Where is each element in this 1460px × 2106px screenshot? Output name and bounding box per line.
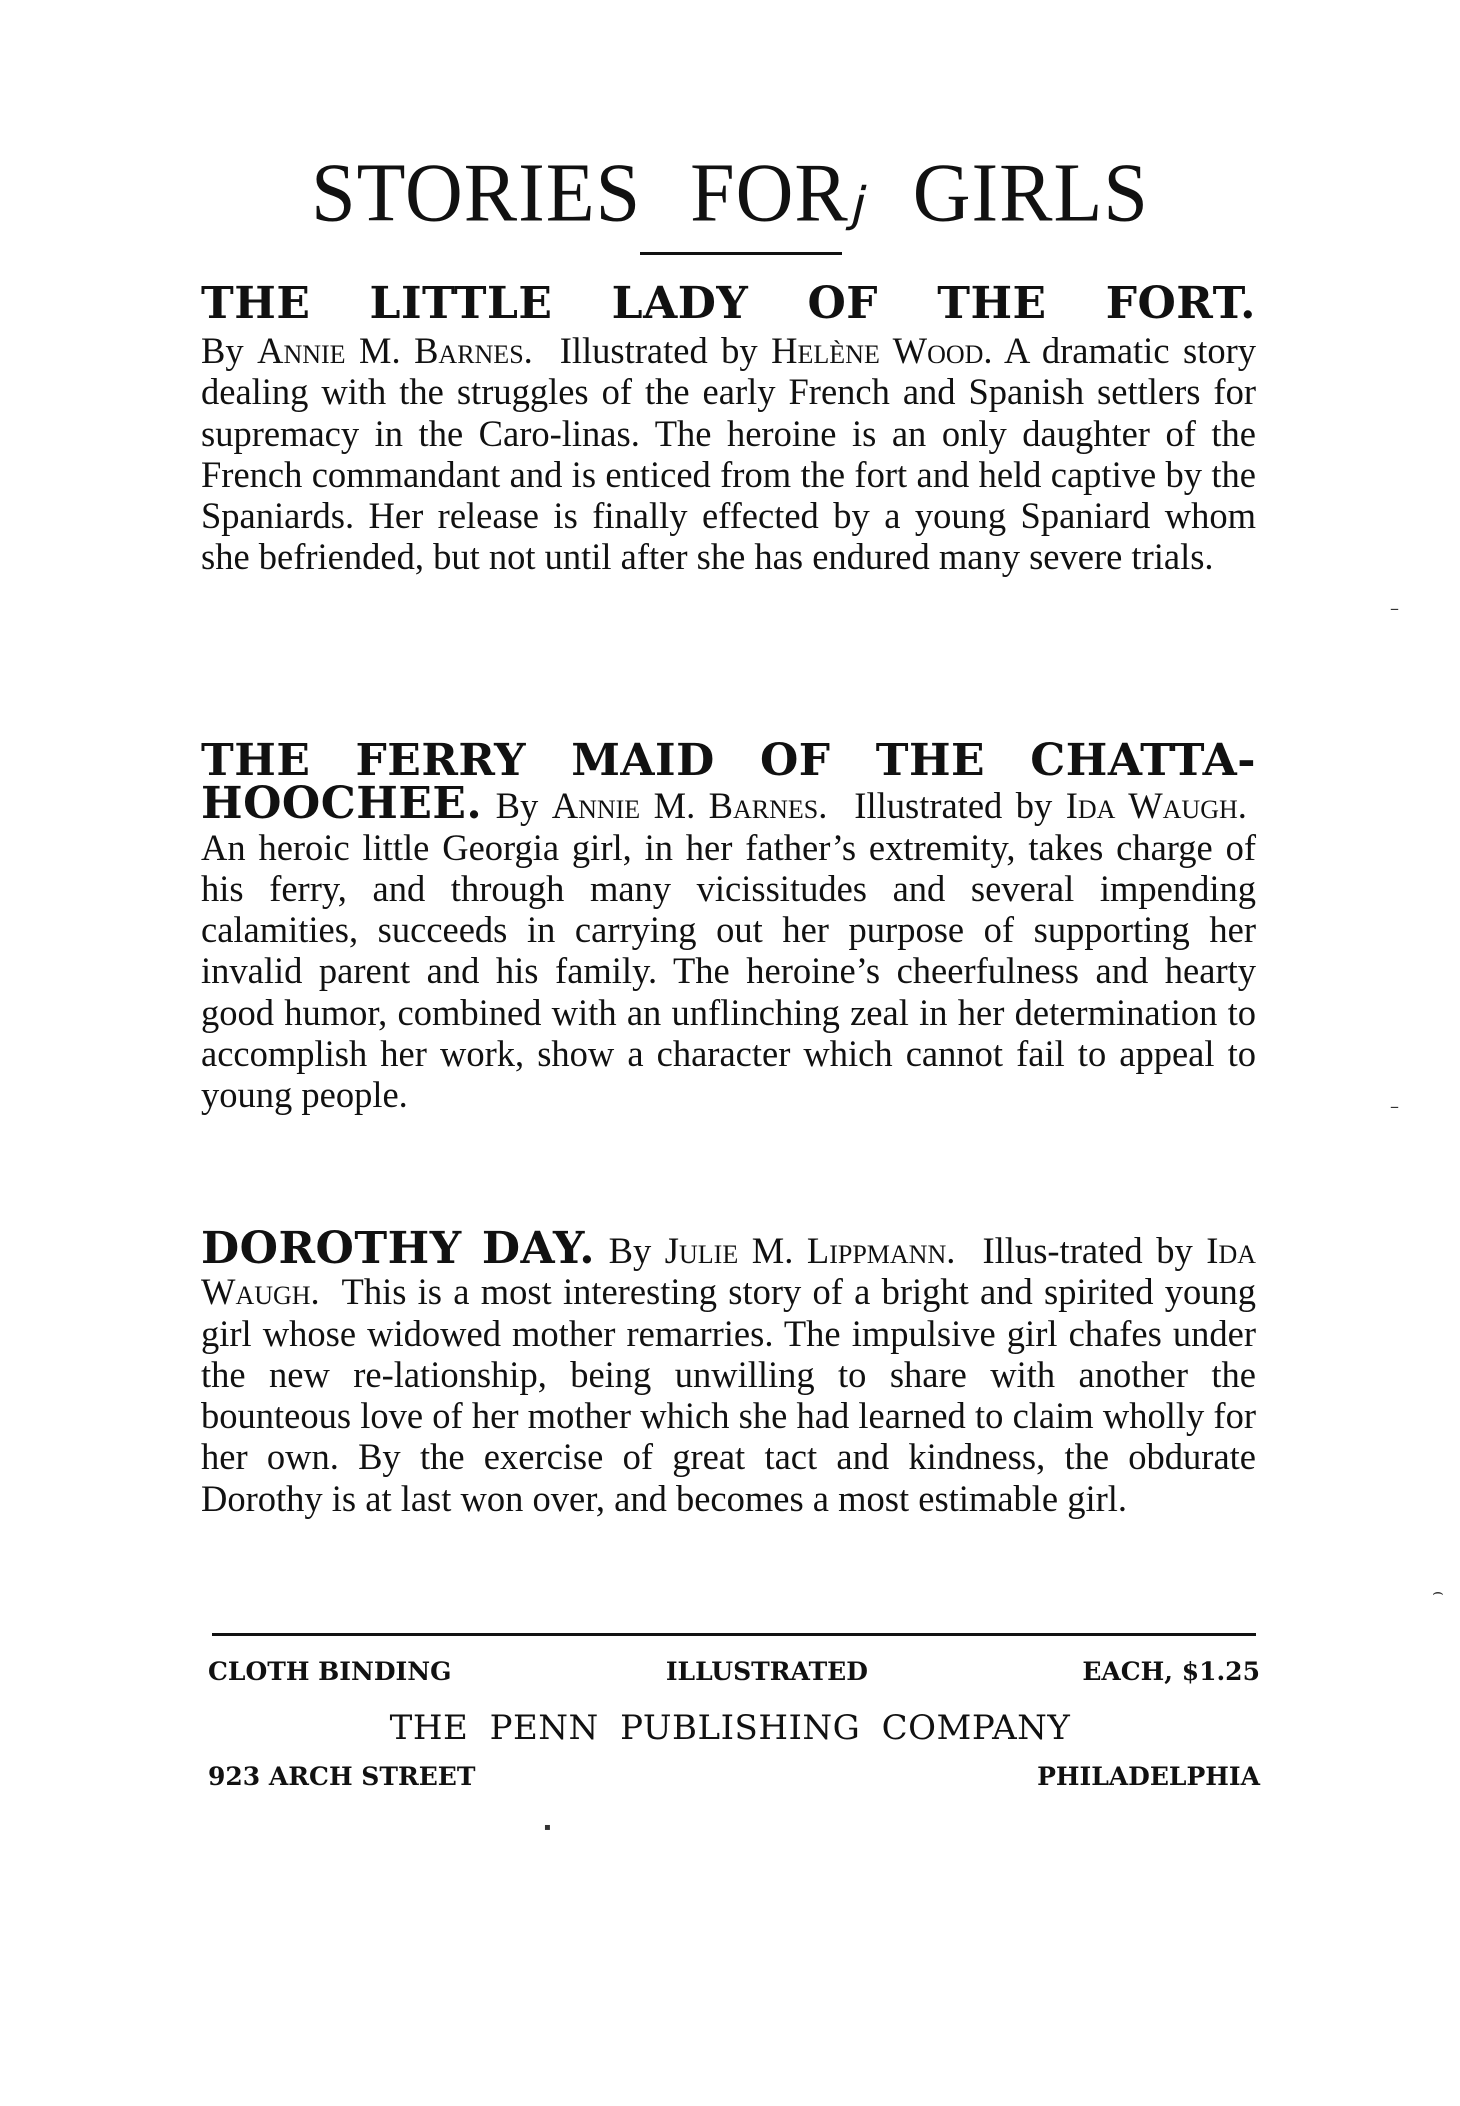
publisher-name: THE PENN PUBLISHING COMPANY xyxy=(389,1708,1071,1748)
binding-label: CLOTH BINDING xyxy=(208,1657,452,1686)
margin-mark: ⌢ xyxy=(1432,1582,1444,1603)
book-author: Julie M. Lippmann. xyxy=(664,1230,956,1271)
book-title: DOROTHY DAY. xyxy=(201,1223,596,1274)
book-description: A dramatic story dealing with the struggles of the early French and Spanish settlers for supremacy in the Caro-linas. The heroine is an only daughter of the French commandant and is enticed from the fort and held captive by the Spaniards. Her release is finally effected by a young Spaniard whom she befriended, but not until after she has endured many severe trials. xyxy=(201,330,1257,578)
book-illustrator: Ida Waugh. xyxy=(1065,785,1247,827)
footer-divider xyxy=(212,1633,1256,1636)
page-title xyxy=(0,146,1460,240)
book-entry xyxy=(201,735,1256,1116)
illustrated-prefix: Illustrated by xyxy=(854,785,1053,827)
print-speck: ▪ xyxy=(544,1822,551,1833)
page-title-part2: GIRLS xyxy=(912,146,1149,240)
street-address: 923 ARCH STREET xyxy=(208,1762,476,1791)
book-description: This is a most interesting story of a bright and spirited young girl whose widowed mother remarries. The impulsive girl chafes under the new re-lationship, being unwilling to share with another the bounteous love of her mother which she had learned to claim wholly for her own. By the exercise of great tact and kindness, the obdurate Dorothy is at last won over, and becomes a most estimable girl. xyxy=(201,1271,1256,1519)
book-illustrator: Ida Waugh. xyxy=(201,1230,1257,1313)
title-divider xyxy=(640,252,842,255)
price-label: EACH, $1.25 xyxy=(1082,1657,1260,1686)
book-title: THE LITTLE LADY OF THE FORT. xyxy=(201,278,1256,329)
book-entry xyxy=(201,1223,1257,1519)
book-description-block xyxy=(201,330,1256,578)
book-illustrator: Helène Wood. xyxy=(771,330,993,371)
margin-mark: – xyxy=(1390,1096,1399,1117)
title-swash-ornament: ⱼ xyxy=(848,146,864,240)
margin-mark: – xyxy=(1390,598,1399,619)
book-description: An heroic little Georgia girl, in her father’s extremity, takes charge of his ferry, and through many vicissitudes and several impending calamities, succeeds in carrying out her purpose of supporting her invalid parent and his family. The heroine’s cheerfulness and hearty good humor, combined with an unflinching zeal in her determination to accomplish her work, show a character which cannot fail to appeal to young people. xyxy=(201,826,1256,1116)
by-prefix: By xyxy=(201,330,244,371)
page-title-part1: STORIES FOR xyxy=(311,146,849,240)
illustrated-prefix: Illustrated by xyxy=(559,330,758,371)
publisher-address xyxy=(208,1762,1260,1791)
illustrated-prefix: Illus-trated by xyxy=(982,1230,1193,1271)
city: PHILADELPHIA xyxy=(1037,1762,1260,1791)
footer-details xyxy=(208,1657,1260,1686)
book-author: Annie M. Barnes. xyxy=(257,330,533,371)
illustrated-label: ILLUSTRATED xyxy=(665,1657,868,1686)
book-title: THE FERRY MAID OF THE CHATTA-HOOCHEE. xyxy=(201,735,1256,830)
book-author: Annie M. Barnes. xyxy=(551,785,828,827)
book-entry xyxy=(201,278,1257,578)
by-prefix: By xyxy=(608,1230,652,1271)
by-prefix: By xyxy=(495,785,539,827)
